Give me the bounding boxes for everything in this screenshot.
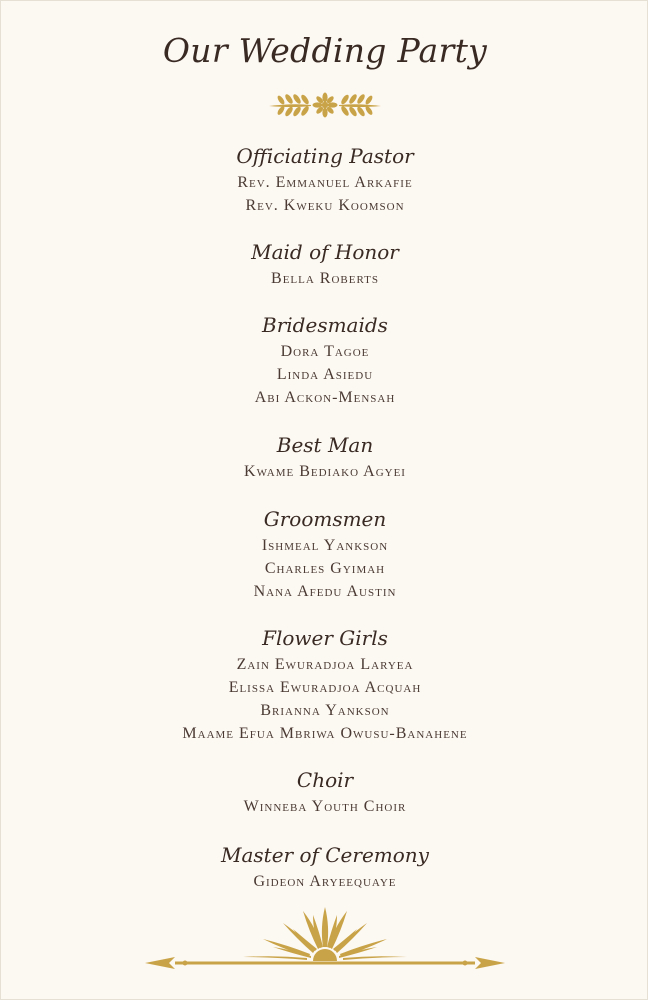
party-member-name: Brianna Yankson — [260, 702, 390, 719]
page-title: Our Wedding Party — [162, 31, 488, 70]
section-heading: Groomsmen — [263, 507, 387, 531]
party-member-name: Winneba Youth Choir — [243, 798, 407, 815]
party-member-name: Bella Roberts — [271, 270, 379, 287]
section-heading: Officiating Pastor — [236, 144, 414, 168]
party-member-name: Dora Tagoe — [280, 343, 370, 360]
party-member-name: Maame Efua Mbriwa Owusu-Banahene — [182, 725, 468, 742]
party-member-name: Zain Ewuradjoa Laryea — [236, 656, 414, 673]
section-maid-of-honor — [1, 239, 648, 290]
party-member-name: Gideon Aryeequaye — [253, 873, 397, 890]
section-best-man — [1, 432, 648, 483]
sunburst-arrow-icon — [145, 901, 505, 975]
laurel-flower-icon — [265, 89, 385, 121]
section-heading: Flower Girls — [262, 626, 388, 650]
party-member-name: Linda Asiedu — [276, 366, 374, 383]
party-member-name: Charles Gyimah — [264, 560, 386, 577]
section-heading: Best Man — [276, 433, 374, 457]
section-heading: Maid of Honor — [251, 240, 399, 264]
party-member-name: Elissa Ewuradjoa Acquah — [228, 679, 422, 696]
section-officiating-pastor — [1, 143, 648, 217]
section-flower-girls — [1, 625, 648, 745]
party-member-name: Rev. Kweku Koomson — [245, 197, 405, 214]
section-groomsmen — [1, 506, 648, 603]
section-master-of-ceremony — [1, 842, 648, 893]
party-member-name: Rev. Emmanuel Arkafie — [237, 174, 413, 191]
party-member-name: Ishmeal Yankson — [261, 537, 389, 554]
party-member-name: Abi Ackon-Mensah — [254, 389, 396, 406]
section-heading: Master of Ceremony — [221, 843, 429, 867]
section-bridesmaids — [1, 312, 648, 409]
section-choir — [1, 767, 648, 818]
party-member-name: Nana Afedu Austin — [253, 583, 397, 600]
section-heading: Bridesmaids — [262, 313, 388, 337]
section-heading: Choir — [296, 768, 354, 792]
party-member-name: Kwame Bediako Agyei — [244, 463, 406, 480]
